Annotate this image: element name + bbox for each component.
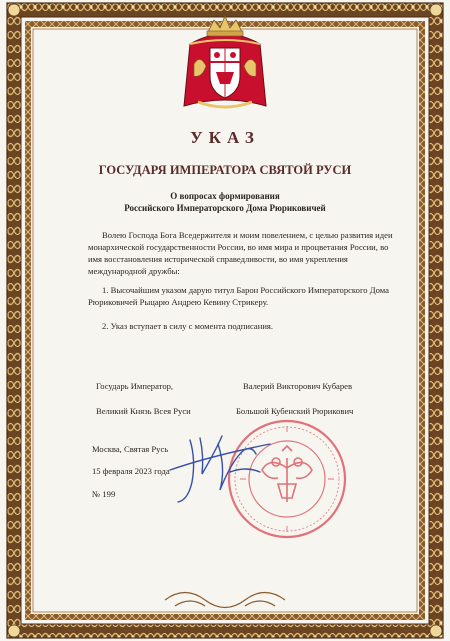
decree-item-1: 1. Высочайшим указом дарую титул Барон Российского Императорского Дома Рюриковичей Рыцарю Андрею Кевину Стрикеру. [88, 285, 389, 307]
issue-date: 15 февраля 2023 года [92, 466, 170, 476]
coat-of-arms-icon [180, 14, 270, 114]
decree-about-line2: Российского Императорского Дома Рюриковичей [124, 203, 326, 213]
decree-number: № 199 [92, 489, 116, 499]
decree-intro: Волею Господа Бога Вседержителя и моим повелением, с целью развития идеи монархической государственности России, во имя мира и процветания России, во имя восстановления исторической справедливости, во имя укрепления международной дружбы: [88, 230, 393, 276]
signatory-title-line1: Государь Император, [96, 381, 174, 391]
handwritten-signature-icon [160, 420, 280, 510]
decree-subtitle: ГОСУДАРЯ ИМПЕРАТОРА СВЯТОЙ РУСИ [98, 163, 352, 177]
decree-title: УКАЗ [190, 128, 260, 147]
signatory-name-line2: Большой Кубенский Рюрикович [236, 406, 354, 416]
signatory-name-line1: Валерий Викторович Кубарев [243, 381, 353, 391]
issue-place: Москва, Святая Русь [92, 444, 169, 454]
decree-item-2: 2. Указ вступает в силу с момента подписания. [102, 321, 274, 331]
decree-about-line1: О вопросах формирования [170, 191, 280, 201]
signatory-title-line2: Великий Князь Всея Руси [96, 406, 191, 416]
